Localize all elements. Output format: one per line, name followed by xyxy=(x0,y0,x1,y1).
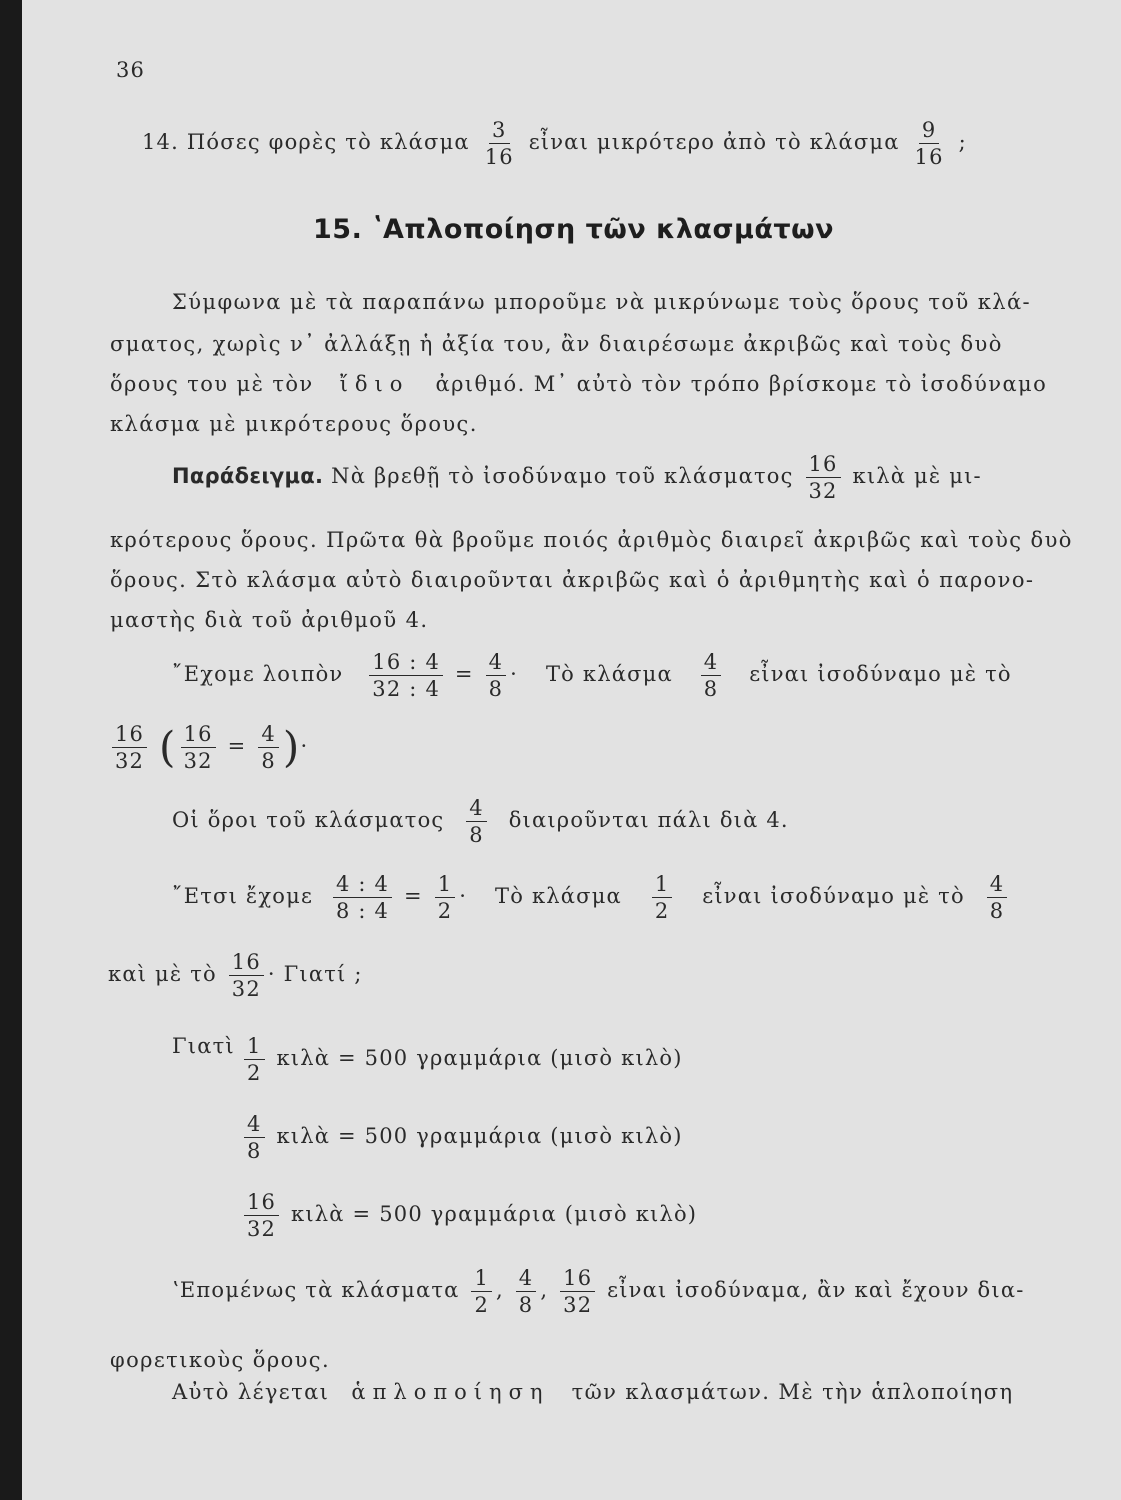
denominator: 8 : 4 xyxy=(335,899,390,924)
numerator: 16 xyxy=(244,1190,279,1216)
numerator: 1 xyxy=(471,1266,492,1292)
numerator: 1 xyxy=(652,872,673,898)
comma: , xyxy=(496,1278,504,1303)
why-row-text: κιλὰ = 500 γραμμάρια (μισὸ κιλὸ) xyxy=(291,1202,698,1227)
numerator: 4 xyxy=(258,722,279,748)
denominator: 16 xyxy=(914,145,944,170)
denominator: 8 xyxy=(469,823,484,848)
calc-text-end: εἶναι ἰσοδύναμο μὲ τὸ xyxy=(702,884,965,909)
fraction xyxy=(912,118,947,169)
calc-lead: ῎Εχομε λοιπὸν xyxy=(172,662,344,687)
calc-text: Τὸ κλάσμα xyxy=(545,662,673,687)
why-row xyxy=(240,1112,683,1163)
equals-sign: = xyxy=(227,734,247,759)
fraction xyxy=(244,1034,265,1085)
denominator: 32 xyxy=(231,977,261,1002)
intro-line-4: κλάσμα μὲ μικρότερους ὅρους. xyxy=(110,412,478,436)
division-fraction xyxy=(333,872,392,923)
numerator: 16 : 4 xyxy=(369,650,443,676)
calc-line-2 xyxy=(172,872,1011,923)
fraction xyxy=(244,1112,265,1163)
dot: · xyxy=(459,884,468,909)
open-paren: ( xyxy=(159,722,177,772)
terms-line xyxy=(172,796,789,847)
q14-middle: εἶναι μικρότερο ἀπὸ τὸ κλάσμα xyxy=(528,130,900,155)
last-text: Αὐτὸ λέγεται xyxy=(172,1380,330,1404)
fraction xyxy=(244,1190,279,1241)
numerator: 16 xyxy=(181,722,216,748)
fraction xyxy=(486,650,507,701)
numerator: 16 xyxy=(806,452,841,478)
denominator: 2 xyxy=(437,899,453,924)
numerator: 4 xyxy=(987,872,1008,898)
calc-text: Τὸ κλάσμα xyxy=(495,884,622,909)
numerator: 4 xyxy=(466,796,487,822)
numerator: 16 xyxy=(560,1266,595,1292)
intro-line-2: σματος, χωρὶς ν᾽ ἀλλάξῃ ἡ ἀξία του, ἂν διαιρέσωμε ἀκριβῶς καὶ τοὺς δυὸ xyxy=(110,332,1003,356)
equals-sign: = xyxy=(454,662,474,687)
why-row-text: κιλὰ = 500 γραμμάρια (μισὸ κιλὸ) xyxy=(276,1124,683,1149)
denominator: 32 xyxy=(808,479,838,504)
terms-text-end: διαιροῦνται πάλι διὰ 4. xyxy=(508,808,789,833)
emphasized-term: ἁπλοποίηση xyxy=(351,1380,550,1404)
denominator: 8 xyxy=(703,677,719,702)
fraction xyxy=(701,650,722,701)
denominator: 32 xyxy=(563,1293,593,1318)
dot: · xyxy=(510,662,519,687)
example-text-end: κιλὰ μὲ μι- xyxy=(852,464,982,489)
fraction xyxy=(181,722,216,773)
denominator: 8 xyxy=(261,749,276,774)
example-label: Παράδειγμα. xyxy=(172,464,324,489)
why-question: · Γιατί ; xyxy=(267,962,363,987)
dot: · xyxy=(300,734,309,759)
example-line-1 xyxy=(172,452,982,503)
fraction xyxy=(466,796,487,847)
numerator: 3 xyxy=(489,118,510,144)
numerator: 16 xyxy=(229,950,264,976)
denominator: 8 xyxy=(247,1139,262,1164)
denominator: 8 xyxy=(488,677,504,702)
fraction xyxy=(482,118,517,169)
conclusion-text: ʽΕπομένως τὰ κλάσματα xyxy=(172,1278,460,1303)
q14-end: ; xyxy=(958,130,967,155)
numerator: 16 xyxy=(112,722,147,748)
intro-line-3-end: ἀριθμό. Μ᾽ αὐτὸ τὸν τρόπο βρίσκομε τὸ ἰσοδύναμο xyxy=(435,372,1048,396)
intro-emphasis: ἴδιο xyxy=(339,372,410,396)
calc-lead: ῎Ετσι ἔχομε xyxy=(172,884,314,909)
numerator: 1 xyxy=(435,872,456,898)
fraction xyxy=(112,722,147,773)
section-title: 15. ʽΑπλοποίηση τῶν κλασμάτων xyxy=(313,214,835,245)
calc-text-end: εἶναι ἰσοδύναμο μὲ τὸ xyxy=(749,662,1012,687)
denominator: 32 xyxy=(115,749,145,774)
example-text: Νὰ βρεθῇ τὸ ἰσοδύναμο τοῦ κλάσματος xyxy=(331,464,794,489)
intro-line-3-start: ὅρους του μὲ τὸν xyxy=(110,372,314,396)
fraction xyxy=(652,872,673,923)
denominator: 2 xyxy=(474,1293,490,1318)
why-lead: Γιατὶ xyxy=(172,1034,235,1058)
numerator: 9 xyxy=(919,118,940,144)
numerator: 4 xyxy=(516,1266,537,1292)
last-text-end: τῶν κλασμάτων. Μὲ τὴν ἁπλοποίηση xyxy=(571,1380,1014,1404)
numerator: 4 xyxy=(486,650,507,676)
calc-line-2-continued xyxy=(108,950,363,1001)
page-number: 36 xyxy=(116,58,146,82)
intro-line-3 xyxy=(110,372,1047,396)
division-fraction xyxy=(369,650,443,701)
calc-line-1 xyxy=(172,650,1012,701)
denominator: 32 xyxy=(247,1217,277,1242)
why-row-text: κιλὰ = 500 γραμμάρια (μισὸ κιλὸ) xyxy=(276,1046,683,1071)
numerator: 1 xyxy=(244,1034,265,1060)
fraction xyxy=(471,1266,492,1317)
denominator: 8 xyxy=(989,899,1005,924)
fraction xyxy=(806,452,841,503)
last-line xyxy=(172,1380,1013,1404)
denominator: 2 xyxy=(247,1061,262,1086)
calc-line-1-continued xyxy=(108,722,308,773)
example-line-3: ὅρους. Στὸ κλάσμα αὐτὸ διαιροῦνται ἀκριβῶς καὶ ὁ ἀριθμητὴς καὶ ὁ παρονο- xyxy=(110,568,1035,592)
fraction xyxy=(987,872,1008,923)
conclusion-line-2: φορετικοὺς ὅρους. xyxy=(110,1348,331,1372)
question-14 xyxy=(142,118,1102,169)
conclusion-line-1 xyxy=(172,1266,1025,1317)
fraction xyxy=(229,950,264,1001)
numerator: 4 : 4 xyxy=(333,872,392,898)
denominator: 32 xyxy=(183,749,213,774)
equals-sign: = xyxy=(404,884,423,909)
numerator: 4 xyxy=(244,1112,265,1138)
why-row xyxy=(240,1190,697,1241)
fraction xyxy=(560,1266,595,1317)
fraction xyxy=(516,1266,537,1317)
comma: , xyxy=(540,1278,549,1303)
q14-label: 14. Πόσες φορὲς τὸ κλάσμα xyxy=(142,130,470,155)
denominator: 8 xyxy=(518,1293,534,1318)
conclusion-text-end: εἶναι ἰσοδύναμα, ἂν καὶ ἔχουν δια- xyxy=(607,1278,1025,1303)
denominator: 32 : 4 xyxy=(372,677,441,702)
calc-lead: καὶ μὲ τὸ xyxy=(108,962,217,987)
example-line-4: μαστὴς διὰ τοῦ ἀριθμοῦ 4. xyxy=(110,608,429,632)
denominator: 2 xyxy=(654,899,670,924)
fraction xyxy=(435,872,456,923)
close-paren: ) xyxy=(282,722,301,772)
terms-text: Οἱ ὅροι τοῦ κλάσματος xyxy=(172,808,445,833)
numerator: 4 xyxy=(701,650,722,676)
book-spine-shadow xyxy=(0,0,22,1500)
intro-line-1: Σύμφωνα μὲ τὰ παραπάνω μποροῦμε νὰ μικρύνωμε τοὺς ὅρους τοῦ κλά- xyxy=(172,290,1032,314)
denominator: 16 xyxy=(484,145,514,170)
fraction xyxy=(258,722,279,773)
example-line-2: κρότερους ὅρους. Πρῶτα θὰ βροῦμε ποιός ἀριθμὸς διαιρεῖ ἀκριβῶς καὶ τοὺς δυὸ xyxy=(110,528,1073,552)
why-row xyxy=(240,1034,683,1085)
